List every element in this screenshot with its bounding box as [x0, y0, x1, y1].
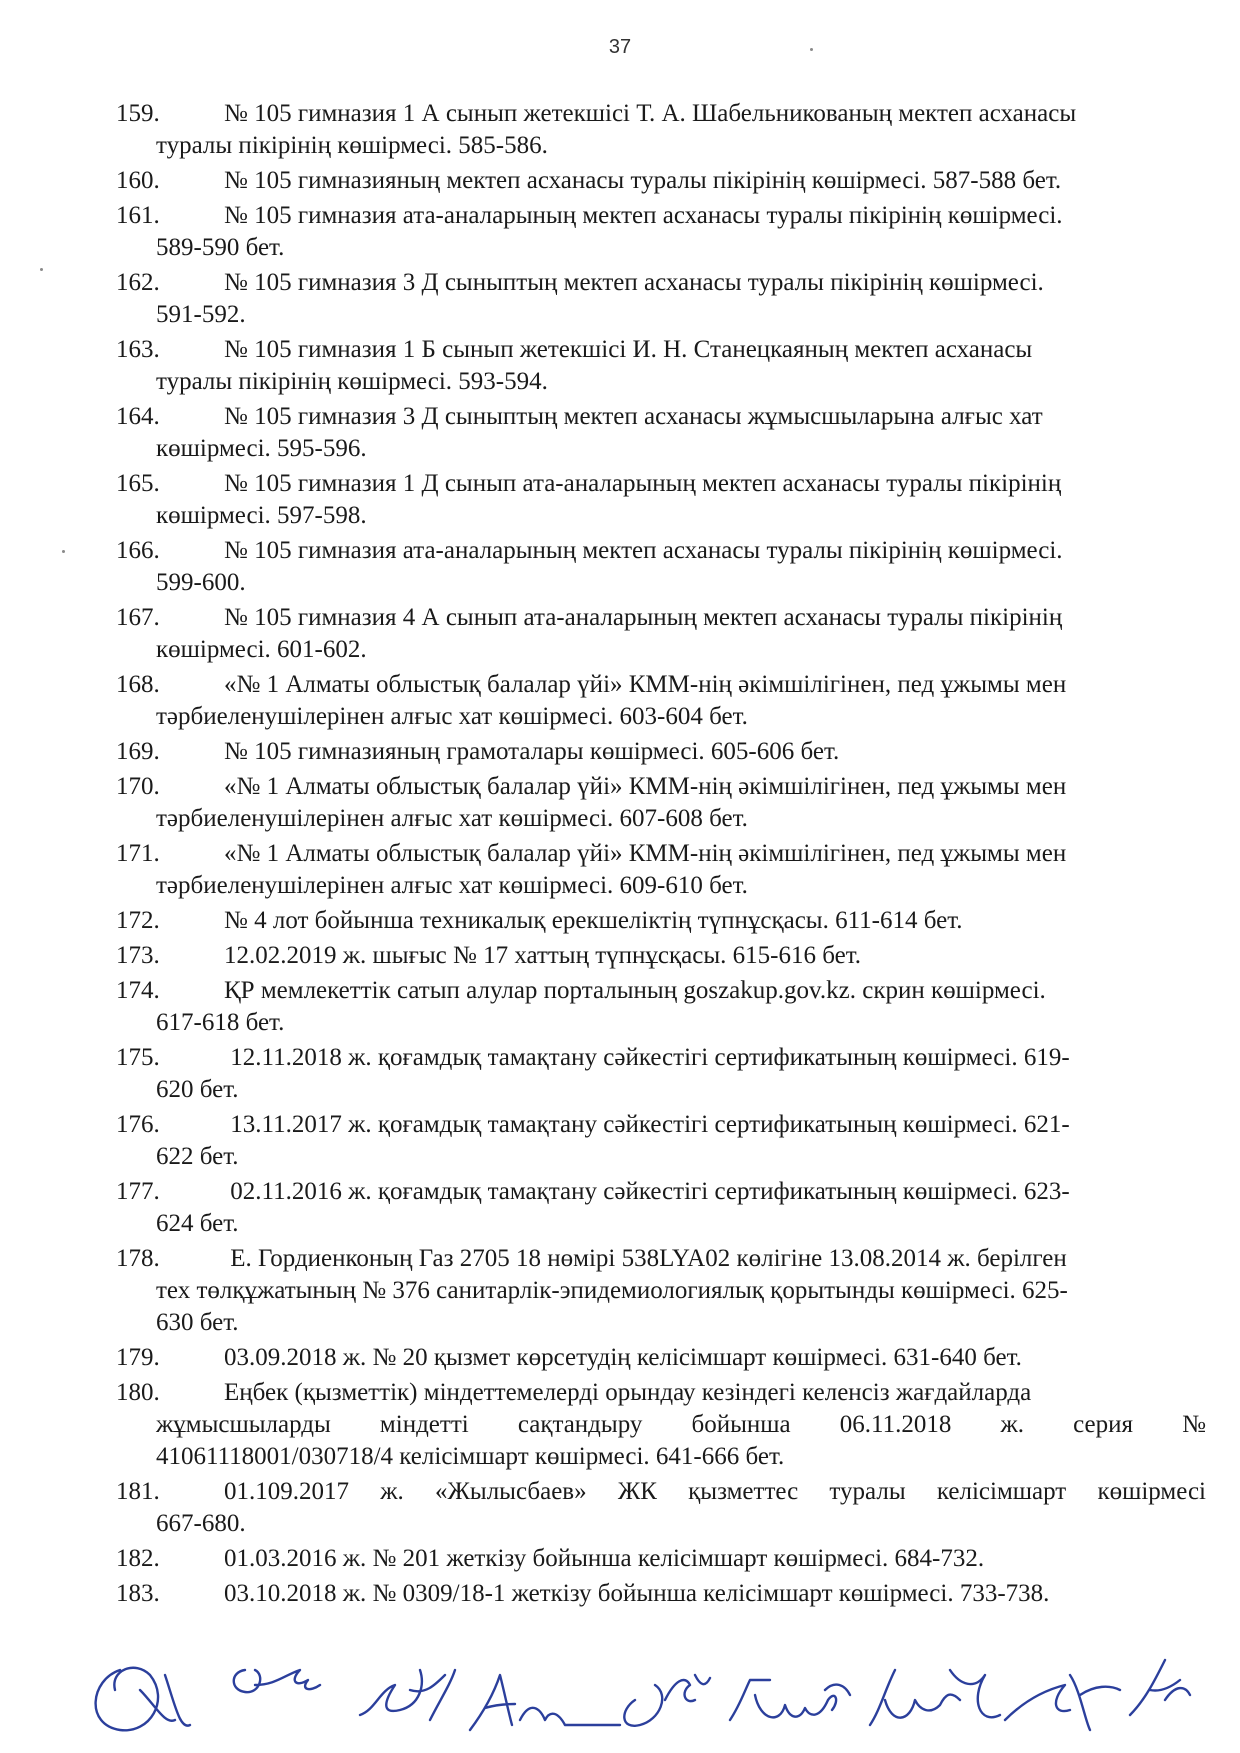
list-item — [116, 1243, 1206, 1339]
item-text: 01.109.2017 ж. «Жылысбаев» ЖК қызметтес туралы келісімшарт көшірмесі — [224, 1478, 1206, 1505]
item-number: 176. — [116, 1111, 160, 1138]
item-text: 02.11.2016 ж. қоғамдық тамақтану сәйкестігі сертификатының көшірмесі. 623- — [224, 1178, 1070, 1205]
list-item — [116, 267, 1206, 331]
list-item-first-line — [116, 468, 1206, 500]
signature — [1005, 1675, 1120, 1730]
list-item-first-line — [116, 165, 1206, 197]
list-item — [116, 401, 1206, 465]
list-item-first-line — [116, 669, 1206, 701]
item-text: № 105 гимназияның грамоталары көшірмесі. 605-606 бет. — [224, 738, 840, 765]
list-item-first-line — [116, 1342, 1206, 1374]
list-item — [116, 98, 1206, 162]
item-text-continuation: 599-600. — [156, 569, 246, 596]
list-item-first-line — [116, 1543, 1206, 1575]
page-number: 37 — [608, 36, 632, 58]
item-text: 03.10.2018 ж. № 0309/18-1 жеткізу бойынша келісімшарт көшірмесі. 733-738. — [224, 1580, 1050, 1607]
item-text-continuation: 622 бет. — [156, 1143, 239, 1170]
signature — [360, 1670, 455, 1720]
list-item-first-line — [116, 1377, 1206, 1409]
item-text: № 105 гимназия ата-аналарының мектеп асханасы туралы пікірінің көшірмесі. — [224, 202, 1063, 229]
item-text: «№ 1 Алматы облыстық балалар үйі» КММ-нің әкімшілігінен, пед ұжымы мен — [224, 773, 1067, 800]
item-number: 179. — [116, 1344, 160, 1371]
item-text: № 105 гимназия 1 А сынып жетекшісі Т. А. Шабельникованың мектеп асханасы — [224, 100, 1077, 127]
item-text: ҚР мемлекеттік сатып алулар порталының goszakup.gov.kz. скрин көшірмесі. — [224, 977, 1046, 1004]
list-item-first-line — [116, 98, 1206, 130]
list-item-first-line — [116, 1243, 1206, 1275]
list-item — [116, 1342, 1206, 1374]
list-item — [116, 771, 1206, 835]
item-number: 181. — [116, 1478, 160, 1505]
list-item — [116, 975, 1206, 1039]
list-item — [116, 669, 1206, 733]
scan-speck — [810, 48, 813, 51]
item-text-continuation: тәрбиеленушілерінен алғыс хат көшірмесі. 607-608 бет. — [156, 805, 748, 832]
list-item-first-line — [116, 602, 1206, 634]
item-number: 173. — [116, 942, 160, 969]
item-number: 175. — [116, 1044, 160, 1071]
item-text-continuation: тәрбиеленушілерінен алғыс хат көшірмесі. 609-610 бет. — [156, 872, 748, 899]
list-item-first-line — [116, 535, 1206, 567]
item-text: 13.11.2017 ж. қоғамдық тамақтану сәйкестігі сертификатының көшірмесі. 621- — [224, 1111, 1070, 1138]
list-item-first-line — [116, 1578, 1206, 1610]
item-number: 167. — [116, 604, 160, 631]
item-text: № 105 гимназияның мектеп асханасы туралы пікірінің көшірмесі. 587-588 бет. — [224, 167, 1062, 194]
item-number: 171. — [116, 840, 160, 867]
item-text: № 105 гимназия 4 А сынып ата-аналарының мектеп асханасы туралы пікірінің — [224, 604, 1063, 631]
signature — [470, 1675, 620, 1730]
item-text-continuation: туралы пікірінің көшірмесі. 585-586. — [156, 132, 548, 159]
item-number: 177. — [116, 1178, 160, 1205]
scan-speck — [62, 550, 65, 553]
item-text-continuation: туралы пікірінің көшірмесі. 593-594. — [156, 368, 548, 395]
list-item — [116, 1042, 1206, 1106]
item-text-continuation: 624 бет. — [156, 1210, 239, 1237]
item-text-continuation: көшірмесі. 595-596. — [156, 435, 367, 462]
item-text-continuation: 667-680. — [156, 1510, 246, 1537]
document-list — [116, 98, 1206, 1613]
list-item — [116, 905, 1206, 937]
item-number: 162. — [116, 269, 160, 296]
item-number: 182. — [116, 1545, 160, 1572]
list-item — [116, 736, 1206, 768]
item-number: 183. — [116, 1580, 160, 1607]
signature — [870, 1670, 1000, 1725]
item-text-continuation: 620 бет. — [156, 1076, 239, 1103]
item-number: 178. — [116, 1245, 160, 1272]
item-text: № 105 гимназия ата-аналарының мектеп асханасы туралы пікірінің көшірмесі. — [224, 537, 1063, 564]
signatures-image — [80, 1630, 1220, 1745]
item-number: 170. — [116, 773, 160, 800]
item-text: Е. Гордиенконың Газ 2705 18 нөмірі 538LYA02 көлігіне 13.08.2014 ж. берілген — [224, 1245, 1067, 1272]
list-item — [116, 1543, 1206, 1575]
item-text-continuation: 589-590 бет. — [156, 234, 285, 261]
item-text-continuation: 591-592. — [156, 301, 246, 328]
list-item-first-line — [116, 200, 1206, 232]
list-item — [116, 1377, 1206, 1473]
item-number: 161. — [116, 202, 160, 229]
item-number: 159. — [116, 100, 160, 127]
list-item-first-line — [116, 334, 1206, 366]
list-item — [116, 165, 1206, 197]
item-text: Еңбек (қызметтік) міндеттемелерді орындау кезіндегі келенсіз жағдайларда — [224, 1379, 1032, 1406]
item-text: № 105 гимназия 3 Д сыныптың мектеп асханасы жұмысшыларына алғыс хат — [224, 403, 1043, 430]
list-item — [116, 334, 1206, 398]
item-number: 166. — [116, 537, 160, 564]
list-item-first-line — [116, 838, 1206, 870]
item-text-continuation: 617-618 бет. — [156, 1009, 285, 1036]
list-item — [116, 1109, 1206, 1173]
list-item — [116, 602, 1206, 666]
list-item — [116, 535, 1206, 599]
item-text: 03.09.2018 ж. № 20 қызмет көрсетудің келісімшарт көшірмесі. 631-640 бет. — [224, 1344, 1022, 1371]
item-text-continuation: 41061118001/030718/4 келісімшарт көшірмесі. 641-666 бет. — [156, 1443, 785, 1470]
list-item — [116, 1476, 1206, 1540]
item-text: 12.11.2018 ж. қоғамдық тамақтану сәйкестігі сертификатының көшірмесі. 619- — [224, 1044, 1070, 1071]
item-number: 180. — [116, 1379, 160, 1406]
item-number: 164. — [116, 403, 160, 430]
signature-row — [80, 1630, 1220, 1745]
item-number: 165. — [116, 470, 160, 497]
item-text: 01.03.2016 ж. № 201 жеткізу бойынша келісімшарт көшірмесі. 684-732. — [224, 1545, 985, 1572]
item-text-continuation: жұмысшыларды міндетті сақтандыру бойынша 06.11.2018 ж. серия № — [156, 1411, 1206, 1438]
item-number: 174. — [116, 977, 160, 1004]
list-item-first-line — [116, 940, 1206, 972]
item-text: № 105 гимназия 1 Д сынып ата-аналарының мектеп асханасы туралы пікірінің — [224, 470, 1062, 497]
signature — [730, 1680, 850, 1720]
list-item-first-line — [116, 1476, 1206, 1508]
item-text-continuation: тәрбиеленушілерінен алғыс хат көшірмесі. 603-604 бет. — [156, 703, 748, 730]
item-number: 160. — [116, 167, 160, 194]
item-text: № 4 лот бойынша техникалық ерекшеліктің түпнұсқасы. 611-614 бет. — [224, 907, 963, 934]
list-item-first-line — [116, 1109, 1206, 1141]
list-item-first-line — [116, 401, 1206, 433]
item-text: 12.02.2019 ж. шығыс № 17 хаттың түпнұсқасы. 615-616 бет. — [224, 942, 861, 969]
item-text-continuation: көшірмесі. 601-602. — [156, 636, 367, 663]
list-item-first-line — [116, 736, 1206, 768]
list-item-first-line — [116, 1042, 1206, 1074]
list-item-first-line — [116, 975, 1206, 1007]
list-item — [116, 940, 1206, 972]
list-item — [116, 1176, 1206, 1240]
item-text: № 105 гимназия 1 Б сынып жетекшісі И. Н. Станецкаяның мектеп асханасы — [224, 336, 1033, 363]
item-number: 163. — [116, 336, 160, 363]
signature — [96, 1668, 190, 1731]
item-number: 168. — [116, 671, 160, 698]
item-number: 172. — [116, 907, 160, 934]
list-item — [116, 1578, 1206, 1610]
signature — [1130, 1660, 1190, 1715]
list-item-first-line — [116, 905, 1206, 937]
list-item-first-line — [116, 267, 1206, 299]
item-number: 169. — [116, 738, 160, 765]
item-text-continuation: көшірмесі. 597-598. — [156, 502, 367, 529]
item-text-continuation: 630 бет. — [156, 1309, 239, 1336]
item-text: «№ 1 Алматы облыстық балалар үйі» КММ-нің әкімшілігінен, пед ұжымы мен — [224, 671, 1067, 698]
list-item-first-line — [116, 1176, 1206, 1208]
list-item — [116, 200, 1206, 264]
item-text-continuation: тех төлқұжатының № 376 санитарлік-эпидемиологиялық қорытынды көшірмесі. 625- — [156, 1277, 1068, 1304]
list-item-first-line — [116, 771, 1206, 803]
list-item — [116, 838, 1206, 902]
list-item — [116, 468, 1206, 532]
scan-speck — [40, 268, 43, 271]
signature — [624, 1675, 710, 1726]
item-text: «№ 1 Алматы облыстық балалар үйі» КММ-нің әкімшілігінен, пед ұжымы мен — [224, 840, 1067, 867]
item-text: № 105 гимназия 3 Д сыныптың мектеп асханасы туралы пікірінің көшірмесі. — [224, 269, 1044, 296]
signature — [234, 1670, 320, 1692]
